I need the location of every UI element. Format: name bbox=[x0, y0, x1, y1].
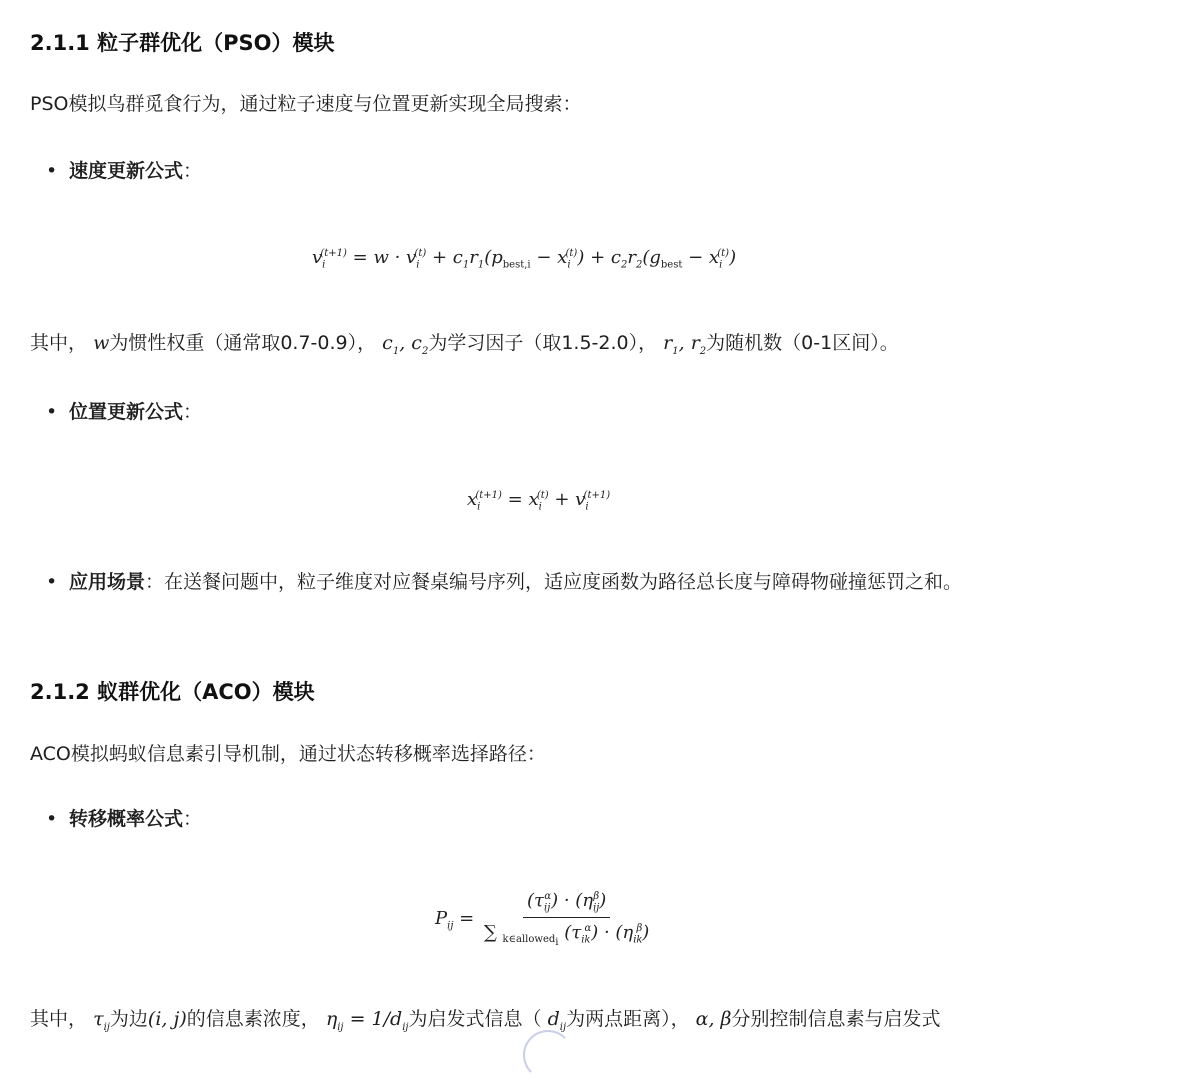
velocity-equation: $v_i^{(t+1)} = w \cdot v_i^{(t)} + c_1r_1(p_{best,i} - x_i^{(t)}) + c_2r_2(g_{best} - x_i^{(t)})$ bbox=[312, 247, 737, 271]
aco-where: 其中， $\tau_{ij}$为边(i, j)的信息素浓度， $\eta_{ij} = 1/d_{ij}$为启发式信息（ $d_{ij}$为两点距离）， α, β分别控制信息素与启发式 bbox=[30, 1008, 941, 1033]
application-label: 应用场景 bbox=[69, 571, 146, 593]
section-heading-aco: 2.1.2 蚁群优化（ACO）模块 bbox=[30, 680, 315, 704]
bullet-dot: • bbox=[46, 571, 58, 593]
pso-intro: PSO模拟鸟群觅食行为，通过粒子速度与位置更新实现全局搜索： bbox=[30, 93, 582, 115]
bullet-application bbox=[46, 565, 1076, 599]
application-text: ：在送餐问题中，粒子维度对应餐桌编号序列，适应度函数为路径总长度与障碍物碰撞惩罚之和。 bbox=[145, 571, 963, 593]
bullet-dot: • bbox=[46, 160, 58, 182]
bullet-velocity: • 速度更新公式： bbox=[46, 154, 1076, 188]
bullet-dot: • bbox=[46, 808, 58, 830]
bullet-transition: • 转移概率公式： bbox=[46, 802, 1076, 836]
position-label: 位置更新公式 bbox=[69, 401, 184, 423]
velocity-where: 其中， w为惯性权重（通常取0.7-0.9）， $c_1$, $c_2$为学习因子（取1.5-2.0）， $r_1$, $r_2$为随机数（0-1区间）。 bbox=[30, 332, 899, 357]
loading-spinner-icon bbox=[523, 1030, 573, 1080]
bullet-position: • 位置更新公式： bbox=[46, 395, 1076, 429]
velocity-label: 速度更新公式 bbox=[69, 160, 184, 182]
aco-intro: ACO模拟蚂蚁信息素引导机制，通过状态转移概率选择路径： bbox=[30, 743, 546, 765]
transition-label: 转移概率公式 bbox=[69, 808, 184, 830]
section-heading-pso: 2.1.1 粒子群优化（PSO）模块 bbox=[30, 31, 335, 55]
bullet-dot: • bbox=[46, 401, 58, 423]
transition-equation: $P_{ij}$ = $\frac{(\tau_{ij}^\alpha) \cdot (\eta_{ij}^\beta)}{\sum _{k\in allowed_i} (\tau_{ik}^\alpha) \cdot (\eta_{ik}^\beta)}$ bbox=[435, 890, 650, 949]
position-equation: $x_i^{(t+1)} = x_i^{(t)} + v_i^{(t+1)}$ bbox=[467, 489, 611, 513]
